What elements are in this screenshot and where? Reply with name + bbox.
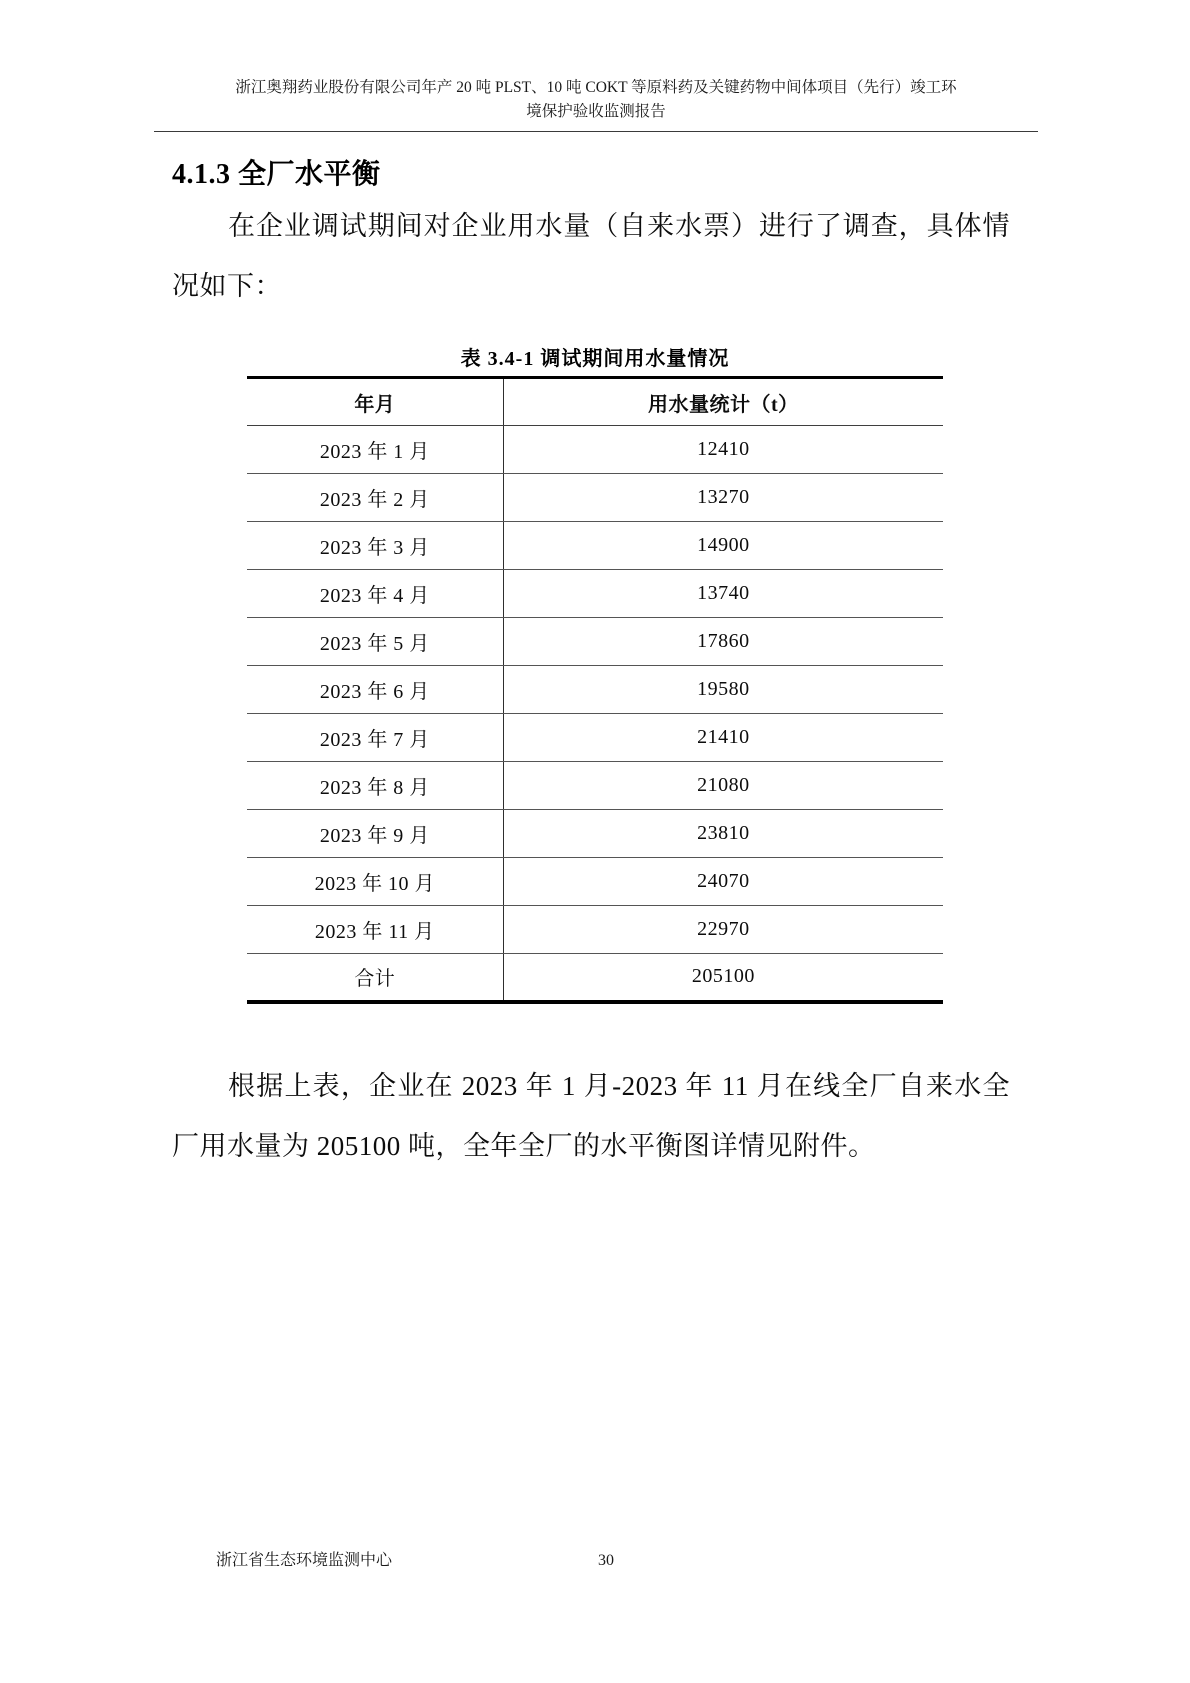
cell-month: 2023 年 7 月 [247,714,503,762]
footer-org-name: 浙江省生态环境监测中心 [216,1552,393,1569]
cell-month: 2023 年 1 月 [247,426,503,474]
cell-usage: 22970 [503,906,943,954]
running-header-line2: 境保护验收监测报告 [526,103,666,120]
cell-month: 2023 年 10 月 [247,858,503,906]
cell-month: 合计 [247,954,503,1002]
cell-usage: 23810 [503,810,943,858]
summary-paragraph-line1: 根据上表，企业在 2023 年 1 月-2023 年 11 月在线全厂自来水全 [228,1071,1010,1101]
cell-month: 2023 年 8 月 [247,762,503,810]
column-header-usage: 用水量统计（t） [503,378,943,426]
column-header-month: 年月 [247,378,503,426]
cell-month: 2023 年 5 月 [247,618,503,666]
summary-paragraph-line2: 厂用水量为 205100 吨，全年全厂的水平衡图详情见附件。 [172,1131,876,1161]
intro-paragraph-line2: 况如下： [172,271,282,301]
table-row [247,522,943,570]
table-row [247,426,943,474]
table-row [247,618,943,666]
cell-month: 2023 年 6 月 [247,666,503,714]
cell-month: 2023 年 9 月 [247,810,503,858]
table-title: 表 3.4-1 调试期间用水量情况 [460,348,730,370]
cell-usage: 17860 [503,618,943,666]
table-header-row [247,378,943,426]
table-row [247,570,943,618]
cell-usage: 24070 [503,858,943,906]
water-usage-table [247,376,943,1004]
summary-paragraph [172,1056,1010,1176]
table-row [247,906,943,954]
running-header [154,76,1038,132]
intro-paragraph [172,196,1010,316]
cell-usage: 13740 [503,570,943,618]
cell-usage: 13270 [503,474,943,522]
table-row [247,810,943,858]
cell-usage: 21080 [503,762,943,810]
cell-month: 2023 年 3 月 [247,522,503,570]
cell-usage: 14900 [503,522,943,570]
cell-month: 2023 年 2 月 [247,474,503,522]
section-heading: 4.1.3 全厂水平衡 [172,159,381,190]
cell-usage: 205100 [691,965,755,988]
running-header-line1: 浙江奥翔药业股份有限公司年产 20 吨 PLST、10 吨 COKT 等原料药及关键药物中间体项目（先行）竣工环 [235,79,957,96]
table-row [247,714,943,762]
cell-usage: 12410 [503,426,943,474]
table-row [247,762,943,810]
cell-month: 2023 年 11 月 [247,906,503,954]
page-footer [0,1546,1190,1576]
table-row [247,666,943,714]
intro-paragraph-line1: 在企业调试期间对企业用水量（自来水票）进行了调查，具体情 [228,211,1010,241]
page-number: 30 [598,1552,614,1569]
cell-month: 2023 年 4 月 [247,570,503,618]
table-row [247,954,943,1002]
table-row [247,858,943,906]
cell-usage: 21410 [503,714,943,762]
cell-usage: 19580 [503,666,943,714]
table-row [247,474,943,522]
